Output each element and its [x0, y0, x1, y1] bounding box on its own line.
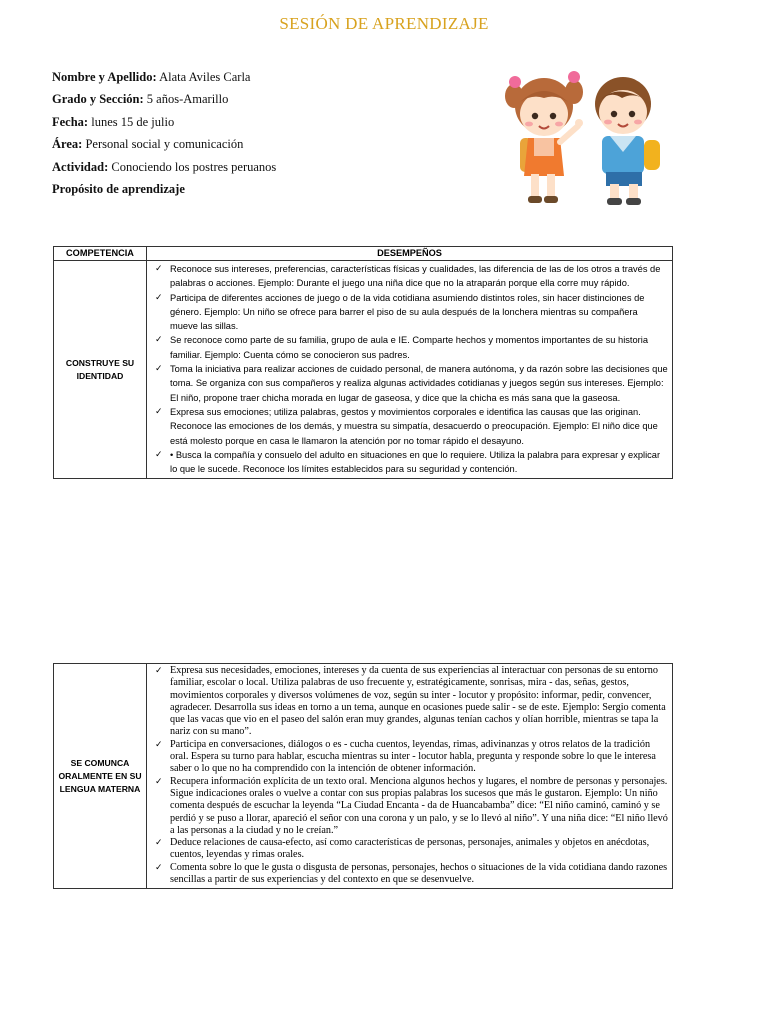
info-activity: [52, 156, 276, 178]
grade-label: Grado y Sección:: [52, 92, 144, 107]
performance-item: ✓ Comenta sobre lo que le gusta o disgusta de personas, personajes, hechos o situaciones de la vida cotidiana dando razones sencillas a partir de sus experiencias y del contexto en que se desenvuelve.: [170, 862, 668, 887]
date-value: lunes 15 de julio: [91, 114, 175, 129]
info-name: [52, 66, 276, 88]
performance-cell: [147, 664, 673, 889]
table-row: [54, 664, 673, 889]
performance-item: ✓ Participa en conversaciones, diálogos o es - cucha cuentos, leyendas, rimas, adivinanzas y otros relatos de la tradición oral. Espera su turno para hablar, escucha mientras su inter - locutor habla, pregunta y responde sobre lo que le interesa saber o lo que no ha comprendido con la intención de obtener información.: [170, 739, 668, 776]
performance-item: ✓ Se reconoce como parte de su familia, grupo de aula e IE. Comparte hechos y momentos importantes de su historia familiar. Ejemplo: Cuenta cómo se conocieron sus padres.: [170, 333, 668, 362]
performance-item: ✓ • Busca la compañía y consuelo del adulto en situaciones en que lo requiere. Utiliza la palabra para expresar y explicar lo que le sucede. Reconoce los límites establecidos para su seguridad y contención.: [170, 448, 668, 477]
info-purpose: [52, 178, 276, 200]
area-value: Personal social y comunicación: [85, 137, 244, 152]
performance-item: ✓ Deduce relaciones de causa-efecto, así como características de personas, personajes, animales y objetos en anécdotas, cuentos, leyendas y rimas orales.: [170, 837, 668, 862]
competency-table-oral: [53, 663, 673, 889]
performance-list: [147, 664, 672, 888]
purpose-label: Propósito de aprendizaje: [52, 181, 185, 196]
student-info: [52, 66, 276, 200]
children-with-backpacks-illustration: [498, 68, 663, 214]
table-row: [54, 261, 673, 479]
info-grade: [52, 88, 276, 110]
area-label: Área:: [52, 137, 83, 152]
column-header-desempenos: DESEMPEÑOS: [147, 247, 673, 261]
activity-label: Actividad:: [52, 159, 109, 174]
performance-list: [147, 261, 672, 478]
name-value: Alata Aviles Carla: [159, 70, 251, 84]
name-label: Nombre y Apellido:: [52, 70, 157, 84]
performance-item: ✓ Participa de diferentes acciones de juego o de la vida cotidiana asumiendo distintos roles, sin hacer distinciones de género. Ejemplo: Un niño se ofrece para barrer el piso de su aula después de la lonchera mientras su compañera mueve las sillas.: [170, 291, 668, 334]
info-date: [52, 111, 276, 133]
table-header-row: [54, 247, 673, 261]
performance-item: ✓ Expresa sus necesidades, emociones, intereses y da cuenta de sus experiencias al interactuar con personas de su entorno familiar, escolar o local. Utiliza palabras de uso frecuente y, estratégicamente, sonrisas, mira - das, señas, gestos, movimientos corporales y diversos volúmenes de voz, según su inter - locutor y propósito: informar, pedir, convencer, agradecer. Desarrolla sus ideas en torno a un tema, aunque en ocasiones puede salir - se de este. Ejemplo: Sergio comenta que las vacas que vio en el paseo del salón eran muy grandes, algunas tenían cachos y olían horrible, mientras se tapa la nariz con su mano”.: [170, 665, 668, 739]
grade-value: 5 años-Amarillo: [146, 92, 229, 107]
competency-cell: SE COMUNCA ORALMENTE EN SU LENGUA MATERNA: [54, 664, 147, 889]
performance-item: ✓ Toma la iniciativa para realizar acciones de cuidado personal, de manera autónoma, y da razón sobre las decisiones que toma. Se organiza con sus compañeros y realiza algunas actividades cotidianas y juegos según sus intereses. Ejemplo: El niño, propone traer chicha morada en lugar de gaseosa, y dice que la chicha es más sana que la gaseosa.: [170, 362, 668, 405]
date-label: Fecha:: [52, 114, 89, 129]
performance-cell: [147, 261, 673, 479]
boy-figure: [595, 77, 660, 205]
competency-cell: CONSTRUYE SU IDENTIDAD: [54, 261, 147, 479]
page-title: SESIÓN DE APRENDIZAJE: [279, 14, 489, 33]
activity-value: Conociendo los postres peruanos: [111, 159, 277, 174]
girl-figure: [505, 71, 583, 203]
competency-table-identity: [53, 246, 673, 479]
performance-item: ✓ Recupera información explícita de un texto oral. Menciona algunos hechos y lugares, el nombre de personas y personajes. Sigue indicaciones orales o vuelve a contar con sus propias palabras los sucesos que más le gustaron. Ejemplo: Un niño comenta después de escuchar la leyenda “La Ciudad Encanta - da de Huancabamba” dice: “El niño caminó, caminó y se perdió y se puso a llorar, apareció el señor con una corona y un palo, y se lo llevó al niño”. Y una niña dice: “El niño llevó a las personas a la ciudad y no le creían.”: [170, 776, 668, 837]
info-area: [52, 133, 276, 155]
column-header-competencia: COMPETENCIA: [54, 247, 147, 261]
performance-item: ✓ Reconoce sus intereses, preferencias, características físicas y cualidades, las diferencia de las de los otros a través de palabras o acciones. Ejemplo: Durante el juego una niña dice que no la atraparán porque ella corre muy rápido.: [170, 262, 668, 291]
performance-item: ✓ Expresa sus emociones; utiliza palabras, gestos y movimientos corporales e identifica las causas que las originan. Reconoce las emociones de los demás, y muestra su simpatía, desacuerdo o preocupación. Ejemplo: El niño dice que está molesto porque en casa le llamaron la atención por no tomar rápido el desayuno.: [170, 405, 668, 448]
